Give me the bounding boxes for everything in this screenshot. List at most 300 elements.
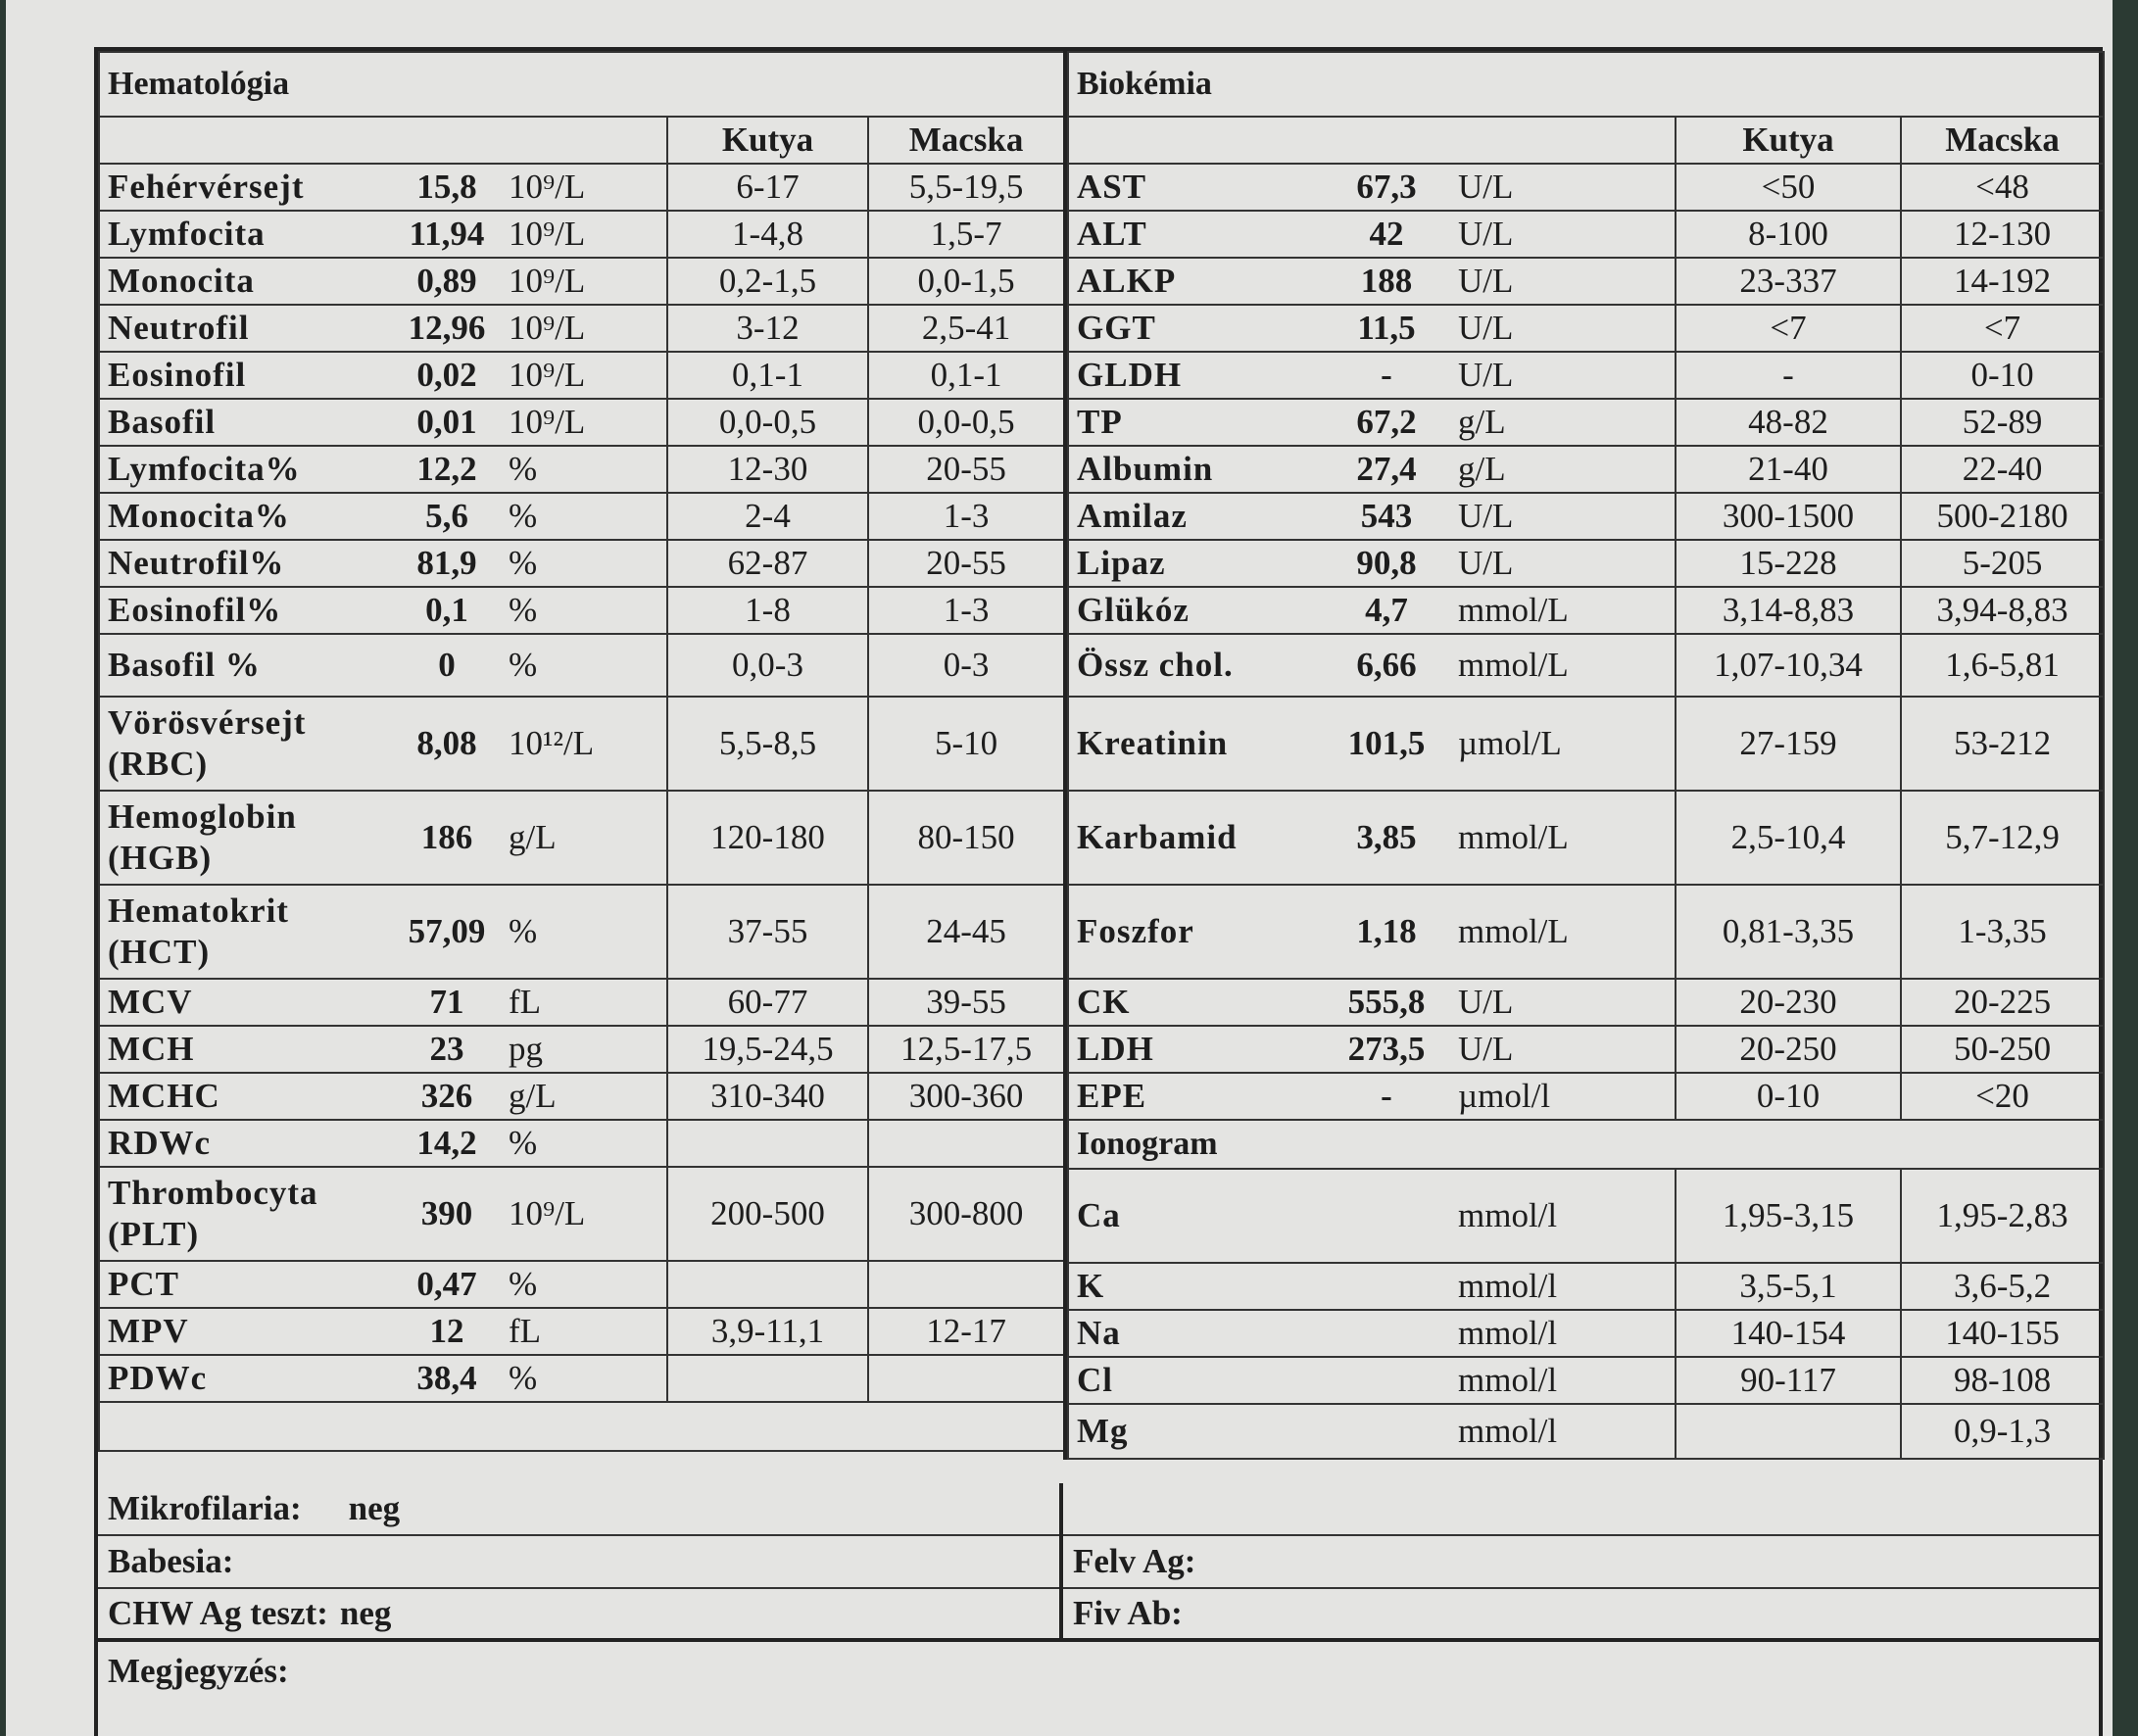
bio-macska-range: <7 — [1901, 305, 2104, 352]
bio-row-gldh — [1068, 352, 2104, 399]
bio-unit: g/L — [1450, 399, 1676, 446]
iono-row-k — [1068, 1263, 2104, 1310]
hem-row-hemoglobin-hgb — [99, 791, 1064, 885]
iono-macska-range: 0,9-1,3 — [1901, 1404, 2104, 1459]
bio-name: ALKP — [1068, 258, 1323, 305]
hem-macska-range: 0,0-1,5 — [868, 258, 1064, 305]
hem-kutya-range: 1-8 — [667, 587, 868, 634]
iono-kutya-range: 90-117 — [1676, 1357, 1901, 1404]
iono-name: Ca — [1068, 1169, 1323, 1263]
bio-macska-range: 50-250 — [1901, 1026, 2104, 1073]
hem-macska-range: 12,5-17,5 — [868, 1026, 1064, 1073]
hem-unit: % — [501, 1261, 667, 1308]
bio-kutya-range: 20-250 — [1676, 1026, 1901, 1073]
hem-value: 15,8 — [393, 164, 501, 211]
megjegyzes-label: Megjegyzés: — [108, 1652, 289, 1690]
bio-macska-range: 12-130 — [1901, 211, 2104, 258]
hem-macska-range: 39-55 — [868, 979, 1064, 1026]
hem-macska-range: 0,1-1 — [868, 352, 1064, 399]
bio-row-albumin — [1068, 446, 2104, 493]
hem-unit: g/L — [501, 791, 667, 885]
bio-unit: U/L — [1450, 1026, 1676, 1073]
hem-row-mch — [99, 1026, 1064, 1073]
hem-row-pct — [99, 1261, 1064, 1308]
bio-row-ast — [1068, 164, 2104, 211]
bio-name: AST — [1068, 164, 1323, 211]
hem-kutya-range: 120-180 — [667, 791, 868, 885]
hem-unit: % — [501, 587, 667, 634]
bio-value: 101,5 — [1323, 697, 1450, 791]
hem-name: Monocita% — [99, 493, 393, 540]
hem-name: Basofil — [99, 399, 393, 446]
hem-value: 57,09 — [393, 885, 501, 979]
bio-name: CK — [1068, 979, 1323, 1026]
hem-name: PDWc — [99, 1355, 393, 1402]
hem-kutya-range: 3,9-11,1 — [667, 1308, 868, 1355]
hem-kutya-range — [667, 1261, 868, 1308]
iono-name: Mg — [1068, 1404, 1323, 1459]
bio-macska-range: 0-10 — [1901, 352, 2104, 399]
hem-kutya-range: 0,0-0,5 — [667, 399, 868, 446]
hem-name: Eosinofil — [99, 352, 393, 399]
bio-unit: U/L — [1450, 305, 1676, 352]
bio-name: GLDH — [1068, 352, 1323, 399]
bio-unit: U/L — [1450, 352, 1676, 399]
hem-name: Fehérvérsejt — [99, 164, 393, 211]
bio-macska-range: 5-205 — [1901, 540, 2104, 587]
bio-kutya-range: 1,07-10,34 — [1676, 634, 1901, 697]
iono-unit: mmol/l — [1450, 1357, 1676, 1404]
hem-macska-range: 20-55 — [868, 540, 1064, 587]
ionogram-title: Ionogram — [1068, 1120, 2104, 1169]
bio-value: 67,2 — [1323, 399, 1450, 446]
hem-value: 14,2 — [393, 1120, 501, 1167]
hem-name: PCT — [99, 1261, 393, 1308]
hem-row-hematokrit-hct — [99, 885, 1064, 979]
hematologia-table — [98, 51, 1065, 1452]
hem-name: Basofil % — [99, 634, 393, 697]
bio-row-karbamid — [1068, 791, 2104, 885]
biokemia-col-macska: Macska — [1901, 117, 2104, 164]
bio-kutya-range: 15-228 — [1676, 540, 1901, 587]
bio-row-alkp — [1068, 258, 2104, 305]
hem-value: 326 — [393, 1073, 501, 1120]
hem-row-mpv — [99, 1308, 1064, 1355]
fiv-row — [1063, 1589, 2099, 1642]
iono-row-cl — [1068, 1357, 2104, 1404]
bio-macska-range: 22-40 — [1901, 446, 2104, 493]
test-results-right — [1063, 1483, 2099, 1642]
hem-row-pdwc — [99, 1355, 1064, 1402]
hem-row-mchc — [99, 1073, 1064, 1120]
bio-kutya-range: 0-10 — [1676, 1073, 1901, 1120]
felv-label: Felv Ag: — [1073, 1542, 1196, 1580]
biokemia-header-spacer — [1068, 117, 1676, 164]
bio-row-foszfor — [1068, 885, 2104, 979]
bio-value: 188 — [1323, 258, 1450, 305]
bio-name: Albumin — [1068, 446, 1323, 493]
hem-name: Neutrofil% — [99, 540, 393, 587]
hem-value: 0,47 — [393, 1261, 501, 1308]
biokemia-panel — [1063, 51, 2099, 1460]
bio-unit: g/L — [1450, 446, 1676, 493]
hem-unit: % — [501, 493, 667, 540]
bio-row-ck — [1068, 979, 2104, 1026]
hem-macska-range: 0-3 — [868, 634, 1064, 697]
bio-value: 1,18 — [1323, 885, 1450, 979]
bio-name: Amilaz — [1068, 493, 1323, 540]
bio-kutya-range: 21-40 — [1676, 446, 1901, 493]
bio-value: 67,3 — [1323, 164, 1450, 211]
babesia-row — [98, 1536, 1059, 1589]
hem-name: Thrombocyta (PLT) — [99, 1167, 393, 1261]
hem-value: 0 — [393, 634, 501, 697]
hem-kutya-range: 2-4 — [667, 493, 868, 540]
chw-row — [98, 1589, 1059, 1642]
hem-macska-range: 5-10 — [868, 697, 1064, 791]
bio-value: - — [1323, 1073, 1450, 1120]
hem-macska-range: 0,0-0,5 — [868, 399, 1064, 446]
hem-value: 0,01 — [393, 399, 501, 446]
bio-macska-range: 5,7-12,9 — [1901, 791, 2104, 885]
hem-value: 390 — [393, 1167, 501, 1261]
bio-name: Lipaz — [1068, 540, 1323, 587]
hem-macska-range: 5,5-19,5 — [868, 164, 1064, 211]
biokemia-table — [1067, 51, 2105, 1460]
lab-report-paper — [6, 0, 2113, 1736]
bio-value: 6,66 — [1323, 634, 1450, 697]
hem-name: Hemoglobin (HGB) — [99, 791, 393, 885]
bio-kutya-range: 0,81-3,35 — [1676, 885, 1901, 979]
bio-macska-range: 1,6-5,81 — [1901, 634, 2104, 697]
iono-name: Na — [1068, 1310, 1323, 1357]
bio-name: EPE — [1068, 1073, 1323, 1120]
hem-kutya-range: 37-55 — [667, 885, 868, 979]
bio-macska-range: 14-192 — [1901, 258, 2104, 305]
hem-unit: 10⁹/L — [501, 211, 667, 258]
bio-kutya-range: 2,5-10,4 — [1676, 791, 1901, 885]
bio-row-epe — [1068, 1073, 2104, 1120]
hem-row-lymfocita — [99, 211, 1064, 258]
hem-row-basofil — [99, 634, 1064, 697]
bio-value: 42 — [1323, 211, 1450, 258]
bio-row-ossz-chol — [1068, 634, 2104, 697]
iono-macska-range: 1,95-2,83 — [1901, 1169, 2104, 1263]
hem-name: MCHC — [99, 1073, 393, 1120]
bio-macska-range: 1-3,35 — [1901, 885, 2104, 979]
hem-kutya-range: 12-30 — [667, 446, 868, 493]
hem-row-monocita — [99, 258, 1064, 305]
bio-name: Kreatinin — [1068, 697, 1323, 791]
hem-row-eosinofil — [99, 587, 1064, 634]
mikrofilaria-row — [98, 1483, 1059, 1536]
hem-macska-range: 1-3 — [868, 587, 1064, 634]
bio-unit: µmol/L — [1450, 697, 1676, 791]
iono-macska-range: 140-155 — [1901, 1310, 2104, 1357]
iono-name: K — [1068, 1263, 1323, 1310]
hem-macska-range: 1-3 — [868, 493, 1064, 540]
bio-value: 273,5 — [1323, 1026, 1450, 1073]
iono-kutya-range — [1676, 1404, 1901, 1459]
hem-kutya-range: 5,5-8,5 — [667, 697, 868, 791]
bio-unit: U/L — [1450, 979, 1676, 1026]
bio-value: - — [1323, 352, 1450, 399]
bio-name: ALT — [1068, 211, 1323, 258]
hem-macska-range: 80-150 — [868, 791, 1064, 885]
hem-value: 12,2 — [393, 446, 501, 493]
bio-unit: mmol/L — [1450, 885, 1676, 979]
hem-unit: pg — [501, 1026, 667, 1073]
mikrofilaria-label: Mikrofilaria: — [108, 1489, 302, 1527]
hem-row-eosinofil — [99, 352, 1064, 399]
hem-unit: 10⁹/L — [501, 1167, 667, 1261]
hem-value: 186 — [393, 791, 501, 885]
hem-value: 12,96 — [393, 305, 501, 352]
bio-name: Karbamid — [1068, 791, 1323, 885]
hem-value: 5,6 — [393, 493, 501, 540]
hem-kutya-range: 310-340 — [667, 1073, 868, 1120]
bio-name: Össz chol. — [1068, 634, 1323, 697]
iono-unit: mmol/l — [1450, 1263, 1676, 1310]
iono-value — [1323, 1310, 1450, 1357]
bio-unit: U/L — [1450, 540, 1676, 587]
hem-name: Monocita — [99, 258, 393, 305]
iono-value — [1323, 1357, 1450, 1404]
bio-value: 555,8 — [1323, 979, 1450, 1026]
babesia-label: Babesia: — [108, 1542, 234, 1580]
iono-macska-range: 3,6-5,2 — [1901, 1263, 2104, 1310]
bio-name: TP — [1068, 399, 1323, 446]
bio-kutya-range: 48-82 — [1676, 399, 1901, 446]
bio-row-alt — [1068, 211, 2104, 258]
hem-kutya-range: 60-77 — [667, 979, 868, 1026]
hem-name: RDWc — [99, 1120, 393, 1167]
hem-value: 81,9 — [393, 540, 501, 587]
bio-kutya-range: 27-159 — [1676, 697, 1901, 791]
biokemia-title: Biokémia — [1068, 52, 2104, 117]
hem-macska-range: 24-45 — [868, 885, 1064, 979]
hem-name: MCV — [99, 979, 393, 1026]
bio-value: 11,5 — [1323, 305, 1450, 352]
bio-unit: µmol/l — [1450, 1073, 1676, 1120]
bio-macska-range: 20-225 — [1901, 979, 2104, 1026]
bio-kutya-range: 300-1500 — [1676, 493, 1901, 540]
bio-kutya-range: - — [1676, 352, 1901, 399]
iono-value — [1323, 1169, 1450, 1263]
hem-row-thrombocyta-plt — [99, 1167, 1064, 1261]
hem-row-feherversejt — [99, 164, 1064, 211]
hematologia-empty-cell — [99, 1402, 1064, 1451]
bio-unit: mmol/L — [1450, 634, 1676, 697]
lab-results-sheet — [94, 47, 2103, 1736]
hem-unit: g/L — [501, 1073, 667, 1120]
hem-row-rdwc — [99, 1120, 1064, 1167]
hem-value: 38,4 — [393, 1355, 501, 1402]
hem-unit: 10⁹/L — [501, 352, 667, 399]
hem-kutya-range: 62-87 — [667, 540, 868, 587]
test-results-section — [98, 1483, 2099, 1730]
bio-kutya-range: 3,14-8,83 — [1676, 587, 1901, 634]
iono-row-ca — [1068, 1169, 2104, 1263]
bio-name: LDH — [1068, 1026, 1323, 1073]
hem-name: Neutrofil — [99, 305, 393, 352]
hem-value: 23 — [393, 1026, 501, 1073]
iono-unit: mmol/l — [1450, 1169, 1676, 1263]
hem-unit: fL — [501, 1308, 667, 1355]
bio-row-amilaz — [1068, 493, 2104, 540]
bio-row-tp — [1068, 399, 2104, 446]
hem-name: MPV — [99, 1308, 393, 1355]
hem-kutya-range: 0,2-1,5 — [667, 258, 868, 305]
bio-value: 4,7 — [1323, 587, 1450, 634]
hem-unit: 10⁹/L — [501, 399, 667, 446]
hem-value: 11,94 — [393, 211, 501, 258]
bio-unit: mmol/L — [1450, 791, 1676, 885]
hem-name: MCH — [99, 1026, 393, 1073]
hem-macska-range: 1,5-7 — [868, 211, 1064, 258]
chw-value: neg — [339, 1594, 392, 1632]
mikrofilaria-value: neg — [348, 1489, 401, 1527]
bio-unit: U/L — [1450, 258, 1676, 305]
bio-row-kreatinin — [1068, 697, 2104, 791]
bio-unit: U/L — [1450, 211, 1676, 258]
bio-row-ggt — [1068, 305, 2104, 352]
hem-kutya-range: 0,1-1 — [667, 352, 868, 399]
iono-unit: mmol/l — [1450, 1404, 1676, 1459]
hem-macska-range — [868, 1355, 1064, 1402]
hem-row-lymfocita — [99, 446, 1064, 493]
hem-unit: % — [501, 1120, 667, 1167]
hem-name: Lymfocita% — [99, 446, 393, 493]
bio-kutya-range: 20-230 — [1676, 979, 1901, 1026]
hem-name: Eosinofil% — [99, 587, 393, 634]
iono-row-na — [1068, 1310, 2104, 1357]
hem-macska-range: 2,5-41 — [868, 305, 1064, 352]
iono-kutya-range: 1,95-3,15 — [1676, 1169, 1901, 1263]
bio-row-glukoz — [1068, 587, 2104, 634]
fiv-label: Fiv Ab: — [1073, 1594, 1183, 1632]
hem-macska-range: 300-360 — [868, 1073, 1064, 1120]
hem-kutya-range: 1-4,8 — [667, 211, 868, 258]
right-empty-row — [1063, 1483, 2099, 1536]
bio-value: 3,85 — [1323, 791, 1450, 885]
bio-row-ldh — [1068, 1026, 2104, 1073]
hem-name: Hematokrit (HCT) — [99, 885, 393, 979]
bio-name: Glükóz — [1068, 587, 1323, 634]
hem-row-mcv — [99, 979, 1064, 1026]
hem-row-basofil — [99, 399, 1064, 446]
iono-macska-range: 98-108 — [1901, 1357, 2104, 1404]
hematologia-title: Hematológia — [99, 52, 1064, 117]
hematologia-empty-row — [99, 1402, 1064, 1451]
bio-kutya-range: 8-100 — [1676, 211, 1901, 258]
hem-macska-range: 300-800 — [868, 1167, 1064, 1261]
hem-kutya-range — [667, 1120, 868, 1167]
bio-macska-range: 500-2180 — [1901, 493, 2104, 540]
bio-name: GGT — [1068, 305, 1323, 352]
bio-macska-range: <48 — [1901, 164, 2104, 211]
bio-unit: U/L — [1450, 164, 1676, 211]
hem-macska-range — [868, 1120, 1064, 1167]
test-results-left — [98, 1483, 1063, 1642]
hem-unit: % — [501, 540, 667, 587]
bio-macska-range: 3,94-8,83 — [1901, 587, 2104, 634]
hem-name: Vörösvérsejt (RBC) — [99, 697, 393, 791]
hem-macska-range — [868, 1261, 1064, 1308]
hem-macska-range: 12-17 — [868, 1308, 1064, 1355]
hematologia-col-macska: Macska — [868, 117, 1064, 164]
hem-unit: % — [501, 634, 667, 697]
iono-value — [1323, 1263, 1450, 1310]
hem-kutya-range: 0,0-3 — [667, 634, 868, 697]
hem-value: 0,1 — [393, 587, 501, 634]
hem-row-vorosversejt-rbc — [99, 697, 1064, 791]
hem-value: 12 — [393, 1308, 501, 1355]
hem-row-neutrofil — [99, 540, 1064, 587]
bio-kutya-range: <50 — [1676, 164, 1901, 211]
bio-kutya-range: 23-337 — [1676, 258, 1901, 305]
hem-unit: 10⁹/L — [501, 305, 667, 352]
bio-value: 90,8 — [1323, 540, 1450, 587]
hem-value: 71 — [393, 979, 501, 1026]
hem-kutya-range: 6-17 — [667, 164, 868, 211]
hem-unit: % — [501, 885, 667, 979]
hem-unit: 10⁹/L — [501, 258, 667, 305]
hematologia-header-spacer — [99, 117, 667, 164]
iono-row-mg — [1068, 1404, 2104, 1459]
iono-kutya-range: 140-154 — [1676, 1310, 1901, 1357]
hem-kutya-range: 19,5-24,5 — [667, 1026, 868, 1073]
iono-name: Cl — [1068, 1357, 1323, 1404]
hem-kutya-range: 3-12 — [667, 305, 868, 352]
bio-name: Foszfor — [1068, 885, 1323, 979]
iono-kutya-range: 3,5-5,1 — [1676, 1263, 1901, 1310]
hem-kutya-range: 200-500 — [667, 1167, 868, 1261]
hem-value: 8,08 — [393, 697, 501, 791]
hem-unit: 10⁹/L — [501, 164, 667, 211]
iono-unit: mmol/l — [1450, 1310, 1676, 1357]
hem-name: Lymfocita — [99, 211, 393, 258]
felv-row — [1063, 1536, 2099, 1589]
bio-unit: mmol/L — [1450, 587, 1676, 634]
bio-macska-range: 52-89 — [1901, 399, 2104, 446]
bio-kutya-range: <7 — [1676, 305, 1901, 352]
biokemia-col-kutya: Kutya — [1676, 117, 1901, 164]
hem-unit: fL — [501, 979, 667, 1026]
bio-value: 543 — [1323, 493, 1450, 540]
hem-kutya-range — [667, 1355, 868, 1402]
bio-value: 27,4 — [1323, 446, 1450, 493]
hem-value: 0,02 — [393, 352, 501, 399]
bio-macska-range: <20 — [1901, 1073, 2104, 1120]
bio-unit: U/L — [1450, 493, 1676, 540]
hematologia-col-kutya: Kutya — [667, 117, 868, 164]
megjegyzes-row — [98, 1642, 2099, 1730]
iono-value — [1323, 1404, 1450, 1459]
ionogram-header-row — [1068, 1120, 2104, 1169]
hem-row-monocita — [99, 493, 1064, 540]
hem-unit: % — [501, 446, 667, 493]
chw-label: CHW Ag teszt: — [108, 1594, 328, 1632]
hem-row-neutrofil — [99, 305, 1064, 352]
bio-macska-range: 53-212 — [1901, 697, 2104, 791]
hem-unit: % — [501, 1355, 667, 1402]
hem-unit: 10¹²/L — [501, 697, 667, 791]
hem-value: 0,89 — [393, 258, 501, 305]
bio-row-lipaz — [1068, 540, 2104, 587]
hematologia-panel — [98, 51, 1063, 1452]
hem-macska-range: 20-55 — [868, 446, 1064, 493]
